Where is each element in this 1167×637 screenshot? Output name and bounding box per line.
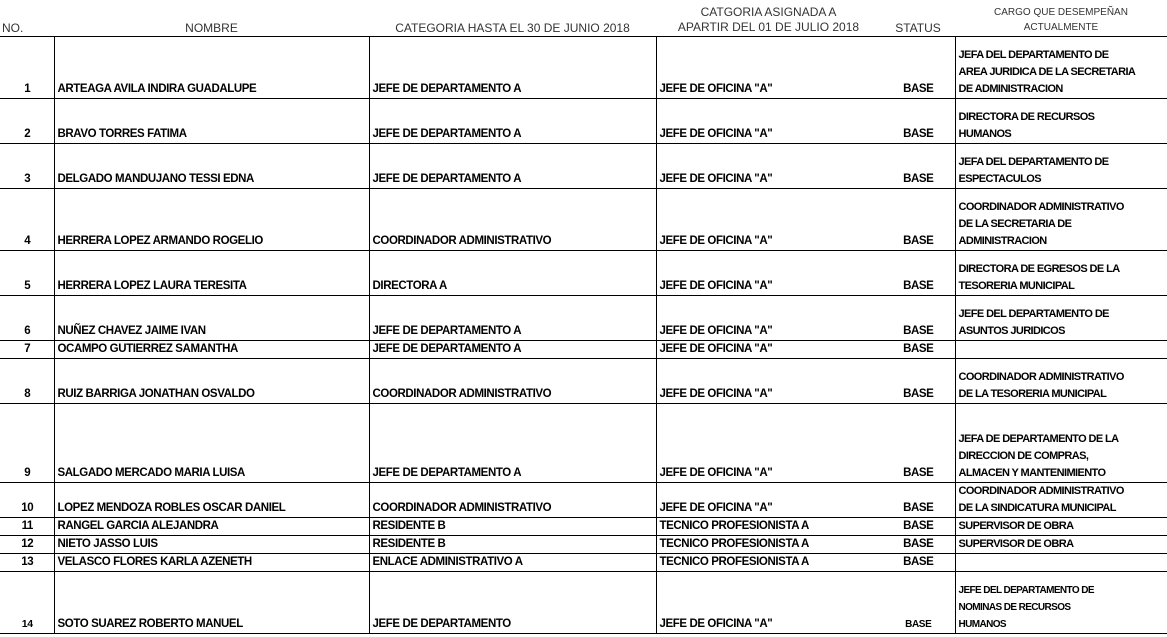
row-cargo [955,143,1167,188]
row-status: BASE [881,482,955,517]
row-number: 3 [0,143,54,188]
table-row [0,403,1167,482]
row-categoria-hasta: JEFE DE DEPARTAMENTO [369,571,656,633]
row-cargo [955,188,1167,250]
row-nombre: NUÑEZ CHAVEZ JAIME IVAN [54,295,369,340]
row-status: BASE [881,553,955,571]
row-categoria-asignada: JEFE DE OFICINA "A" [656,250,881,295]
table-row [0,571,1167,633]
header-row [0,0,1167,36]
row-categoria-hasta: JEFE DE DEPARTAMENTO A [369,98,656,143]
row-categoria-hasta: RESIDENTE B [369,535,656,553]
row-status: BASE [881,143,955,188]
table-row [0,358,1167,403]
row-nombre: ARTEAGA AVILA INDIRA GUADALUPE [54,36,369,98]
header-status: STATUS [881,0,955,36]
row-nombre: BRAVO TORRES FATIMA [54,98,369,143]
table-row [0,188,1167,250]
row-cargo-line: ESPECTACULOS [958,172,1041,185]
row-status: BASE [881,571,955,633]
row-nombre: RANGEL GARCIA ALEJANDRA [54,517,369,535]
row-categoria-asignada: JEFE DE OFICINA "A" [656,340,881,358]
row-number: 6 [0,295,54,340]
row-categoria-hasta: ENLACE ADMINISTRATIVO A [369,553,656,571]
row-cargo-line: HUMANOS [958,618,1006,630]
row-cargo-line: DE LA SINDICATURA MUNICIPAL [958,501,1116,514]
row-status: BASE [881,403,955,482]
row-status: BASE [881,340,955,358]
row-nombre: DELGADO MANDUJANO TESSI EDNA [54,143,369,188]
header-categoria-hasta: CATEGORIA HASTA EL 30 DE JUNIO 2018 [369,0,656,36]
row-nombre: RUIZ BARRIGA JONATHAN OSVALDO [54,358,369,403]
row-categoria-asignada: TECNICO PROFESIONISTA A [656,535,881,553]
row-cargo-line: JEFA DEL DEPARTAMENTO DE [958,155,1109,168]
row-status: BASE [881,517,955,535]
row-categoria-hasta: DIRECTORA A [369,250,656,295]
table-row [0,36,1167,98]
row-categoria-hasta: RESIDENTE B [369,517,656,535]
row-nombre: OCAMPO GUTIERREZ SAMANTHA [54,340,369,358]
row-status: BASE [881,250,955,295]
row-number: 1 [0,36,54,98]
row-categoria-hasta: COORDINADOR ADMINISTRATIVO [369,358,656,403]
row-cargo [955,517,1167,535]
row-categoria-asignada: JEFE DE OFICINA "A" [656,143,881,188]
table-row [0,517,1167,535]
row-nombre: VELASCO FLORES KARLA AZENETH [54,553,369,571]
header-cargo [955,0,1167,36]
table-row [0,340,1167,358]
row-nombre: NIETO JASSO LUIS [54,535,369,553]
row-cargo [955,571,1167,633]
row-categoria-asignada: JEFE DE OFICINA "A" [656,188,881,250]
row-cargo-line: SUPERVISOR DE OBRA [958,519,1074,532]
row-cargo [955,295,1167,340]
row-categoria-hasta: COORDINADOR ADMINISTRATIVO [369,482,656,517]
table-row [0,482,1167,517]
row-cargo-line: TESORERIA MUNICIPAL [958,279,1075,292]
row-cargo [955,98,1167,143]
row-categoria-hasta: JEFE DE DEPARTAMENTO A [369,403,656,482]
row-cargo-line: SUPERVISOR DE OBRA [958,537,1074,550]
row-nombre: SOTO SUAREZ ROBERTO MANUEL [54,571,369,633]
header-cargo-line1: CARGO QUE DESEMPEÑAN [994,6,1128,18]
table-row [0,98,1167,143]
row-cargo-line: AREA JURIDICA DE LA SECRETARIA [958,65,1136,78]
row-number: 14 [0,571,54,633]
row-cargo-line: ADMINISTRACION [958,234,1047,247]
table-row [0,250,1167,295]
table-row [0,535,1167,553]
header-cargo-line2: ACTUALMENTE [1023,21,1099,33]
row-status: BASE [881,188,955,250]
row-status: BASE [881,358,955,403]
row-cargo [955,36,1167,98]
row-number: 2 [0,98,54,143]
row-number: 8 [0,358,54,403]
row-cargo-line: JEFA DE DEPARTAMENTO DE LA [958,432,1119,445]
header-categoria-asignada [656,0,881,36]
row-cargo [955,340,1167,358]
table-row [0,295,1167,340]
row-cargo [955,535,1167,553]
row-number: 10 [0,482,54,517]
table-row [0,553,1167,571]
table-row [0,143,1167,188]
row-categoria-asignada: JEFE DE OFICINA "A" [656,358,881,403]
row-cargo-line: DE LA TESORERIA MUNICIPAL [958,387,1107,400]
row-categoria-asignada: JEFE DE OFICINA "A" [656,98,881,143]
row-cargo-line: DIRECCION DE COMPRAS, [958,449,1089,462]
row-status: BASE [881,98,955,143]
row-status: BASE [881,295,955,340]
row-cargo-line: COORDINADOR ADMINISTRATIVO [958,484,1124,497]
row-cargo-line: NOMINAS DE RECURSOS [958,601,1071,613]
row-status: BASE [881,535,955,553]
row-number: 13 [0,553,54,571]
row-cargo-line: DE ADMINISTRACION [958,82,1063,95]
row-cargo-line: COORDINADOR ADMINISTRATIVO [958,370,1124,383]
row-nombre: HERRERA LOPEZ ARMANDO ROGELIO [54,188,369,250]
row-cargo-line: JEFE DEL DEPARTAMENTO DE [958,307,1109,320]
row-number: 9 [0,403,54,482]
row-categoria-hasta: JEFE DE DEPARTAMENTO A [369,340,656,358]
row-number: 4 [0,188,54,250]
table-body [0,36,1167,633]
row-categoria-asignada: TECNICO PROFESIONISTA A [656,553,881,571]
row-nombre: SALGADO MERCADO MARIA LUISA [54,403,369,482]
row-categoria-asignada: JEFE DE OFICINA "A" [656,36,881,98]
header-no: NO. [0,0,54,36]
row-categoria-asignada: JEFE DE OFICINA "A" [656,571,881,633]
header-categoria-asignada-line1: CATGORIA ASIGNADA A [700,4,837,19]
row-categoria-asignada: JEFE DE OFICINA "A" [656,295,881,340]
header-nombre: NOMBRE [54,0,369,36]
row-cargo-line: DIRECTORA DE EGRESOS DE LA [958,262,1120,275]
row-categoria-asignada: TECNICO PROFESIONISTA A [656,517,881,535]
row-categoria-hasta: JEFE DE DEPARTAMENTO A [369,143,656,188]
row-nombre: HERRERA LOPEZ LAURA TERESITA [54,250,369,295]
row-number: 7 [0,340,54,358]
row-status: BASE [881,36,955,98]
row-cargo [955,358,1167,403]
row-categoria-hasta: JEFE DE DEPARTAMENTO A [369,295,656,340]
row-cargo [955,482,1167,517]
row-categoria-asignada: JEFE DE OFICINA "A" [656,403,881,482]
row-cargo [955,403,1167,482]
row-categoria-hasta: JEFE DE DEPARTAMENTO A [369,36,656,98]
row-categoria-asignada: JEFE DE OFICINA "A" [656,482,881,517]
row-cargo-line: JEFA DEL DEPARTAMENTO DE [958,48,1109,61]
row-cargo [955,250,1167,295]
row-number: 12 [0,535,54,553]
row-number: 5 [0,250,54,295]
row-cargo-line: COORDINADOR ADMINISTRATIVO [958,200,1124,213]
row-cargo-line: DE LA SECRETARIA DE [958,217,1072,230]
row-nombre: LOPEZ MENDOZA ROBLES OSCAR DANIEL [54,482,369,517]
row-cargo-line: HUMANOS [958,127,1012,140]
row-cargo-line: JEFE DEL DEPARTAMENTO DE [958,584,1094,596]
row-cargo [955,553,1167,571]
row-categoria-hasta: COORDINADOR ADMINISTRATIVO [369,188,656,250]
row-number: 11 [0,517,54,535]
row-cargo-line: DIRECTORA DE RECURSOS [958,110,1095,123]
row-cargo-line: ALMACEN Y MANTENIMIENTO [958,466,1106,479]
row-cargo-line: ASUNTOS JURIDICOS [958,324,1065,337]
header-categoria-asignada-line2: APARTIR DEL 01 DE JULIO 2018 [677,19,860,34]
